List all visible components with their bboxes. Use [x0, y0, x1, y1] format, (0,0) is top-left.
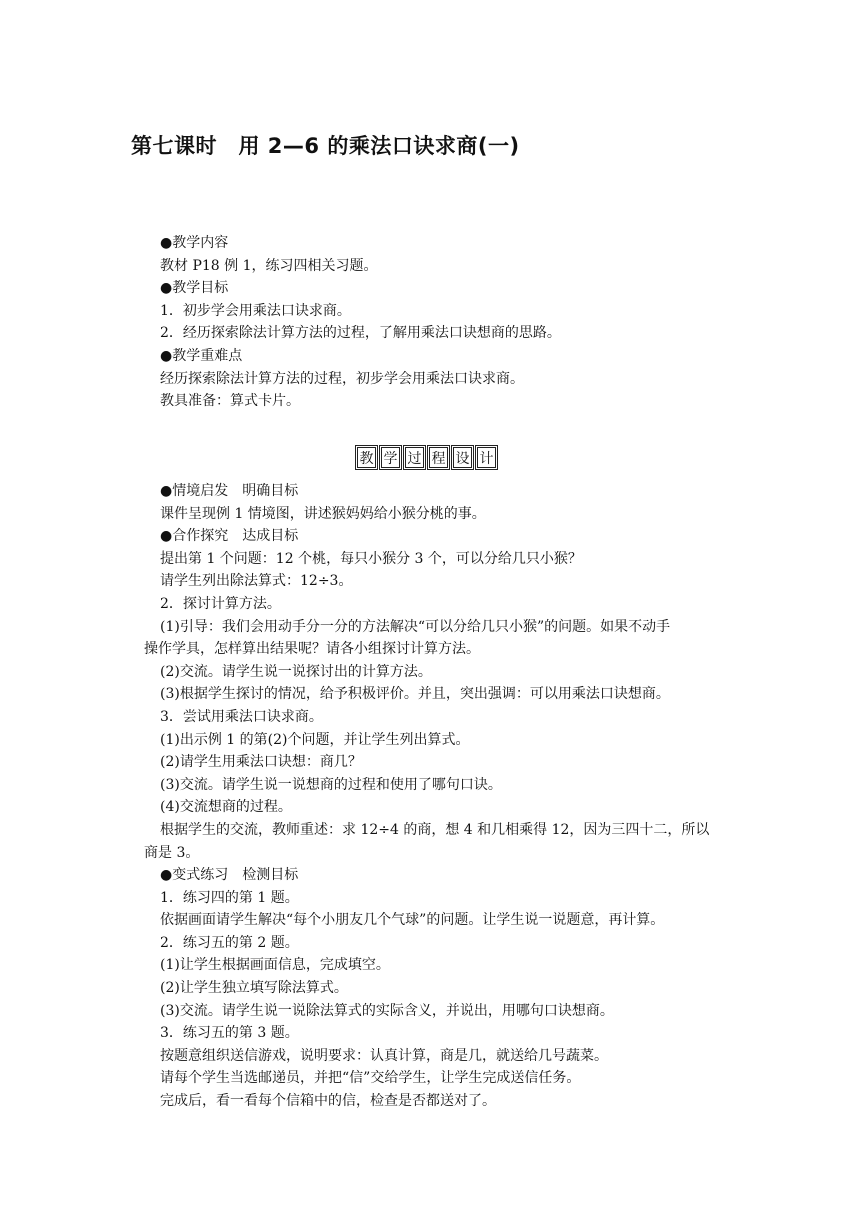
section-heading: ●变式练习 检测目标: [160, 867, 299, 884]
process-char: 过: [405, 447, 424, 468]
paragraph: 请学生列出除法算式：12÷3。: [160, 573, 353, 590]
step-heading: 2．练习五的第 2 题。: [160, 934, 299, 951]
paragraph: 依据画面请学生解决“每个小朋友几个气球”的问题。让学生说一说题意，再计算。: [160, 912, 665, 929]
paragraph: 按题意组织送信游戏，说明要求：认真计算，商是几，就送给几号蔬菜。: [160, 1047, 608, 1064]
section-heading: ●合作探究 达成目标: [160, 528, 299, 545]
key-points-text: 经历探索除法计算方法的过程，初步学会用乘法口诀求商。: [160, 370, 524, 387]
section-heading-key-points: ●教学重难点: [160, 347, 243, 364]
step-heading: 3．练习五的第 3 题。: [160, 1025, 299, 1042]
intro-section: [160, 232, 744, 413]
process-char: 学: [381, 447, 400, 468]
step-heading: 2．探讨计算方法。: [160, 595, 281, 612]
goal-item-2: 2．经历探索除法计算方法的过程，了解用乘法口诀想商的思路。: [160, 325, 561, 342]
paragraph: (4)交流想商的过程。: [160, 799, 292, 816]
materials-text: 教具准备：算式卡片。: [160, 393, 300, 410]
paragraph: 根据学生的交流，教师重述：求 12÷4 的商，想 4 和几相乘得 12，因为三四十二，所以: [160, 821, 710, 838]
paragraph: (3)交流。请学生说一说除法算式的实际含义，并说出，用哪句口诀想商。: [160, 1002, 614, 1019]
paragraph: (3)交流。请学生说一说想商的过程和使用了哪句口诀。: [160, 776, 502, 793]
step-heading: 1．练习四的第 1 题。: [160, 889, 299, 906]
goal-item-1: 1．初步学会用乘法口诀求商。: [160, 302, 351, 319]
process-section: [144, 480, 744, 1113]
paragraph: (3)根据学生探讨的情况，给予积极评价。并且，突出强调：可以用乘法口诀想商。: [160, 686, 670, 703]
paragraph-continuation: 商是 3。: [144, 844, 200, 861]
paragraph-continuation: 操作学具，怎样算出结果呢？请各小组探讨计算方法。: [144, 641, 480, 658]
paragraph: (2)让学生独立填写除法算式。: [160, 980, 348, 997]
page-title: 第七课时 用 2—6 的乘法口诀求商(一): [131, 134, 520, 158]
process-char: 计: [477, 447, 496, 468]
section-heading-content: ●教学内容: [160, 235, 229, 251]
paragraph: 完成后，看一看每个信箱中的信，检查是否都送对了。: [160, 1093, 496, 1110]
paragraph: 课件呈现例 1 情境图，讲述猴妈妈给小猴分桃的事。: [160, 505, 486, 522]
paragraph: (2)请学生用乘法口诀想：商几？: [160, 754, 362, 771]
process-design-header: [357, 447, 496, 468]
paragraph: 请每个学生当选邮递员，并把“信”交给学生，让学生完成送信任务。: [160, 1070, 581, 1087]
process-char: 设: [453, 447, 472, 468]
paragraph: (1)引导：我们会用动手分一分的方法解决“可以分给几只小猴”的问题。如果不动手: [160, 618, 671, 635]
paragraph: (2)交流。请学生说一说探讨出的计算方法。: [160, 663, 432, 680]
paragraph: (1)出示例 1 的第(2)个问题，并让学生列出算式。: [160, 731, 470, 748]
step-heading: 3．尝试用乘法口诀求商。: [160, 708, 323, 725]
content-text: 教材 P18 例 1，练习四相关习题。: [160, 257, 378, 274]
paragraph: (1)让学生根据画面信息，完成填空。: [160, 957, 390, 974]
section-heading-goals: ●教学目标: [160, 280, 229, 297]
process-char: 教: [357, 447, 376, 468]
process-char: 程: [429, 447, 448, 468]
paragraph: 提出第 1 个问题：12 个桃，每只小猴分 3 个，可以分给几只小猴？: [160, 550, 582, 567]
section-heading: ●情境启发 明确目标: [160, 483, 299, 499]
